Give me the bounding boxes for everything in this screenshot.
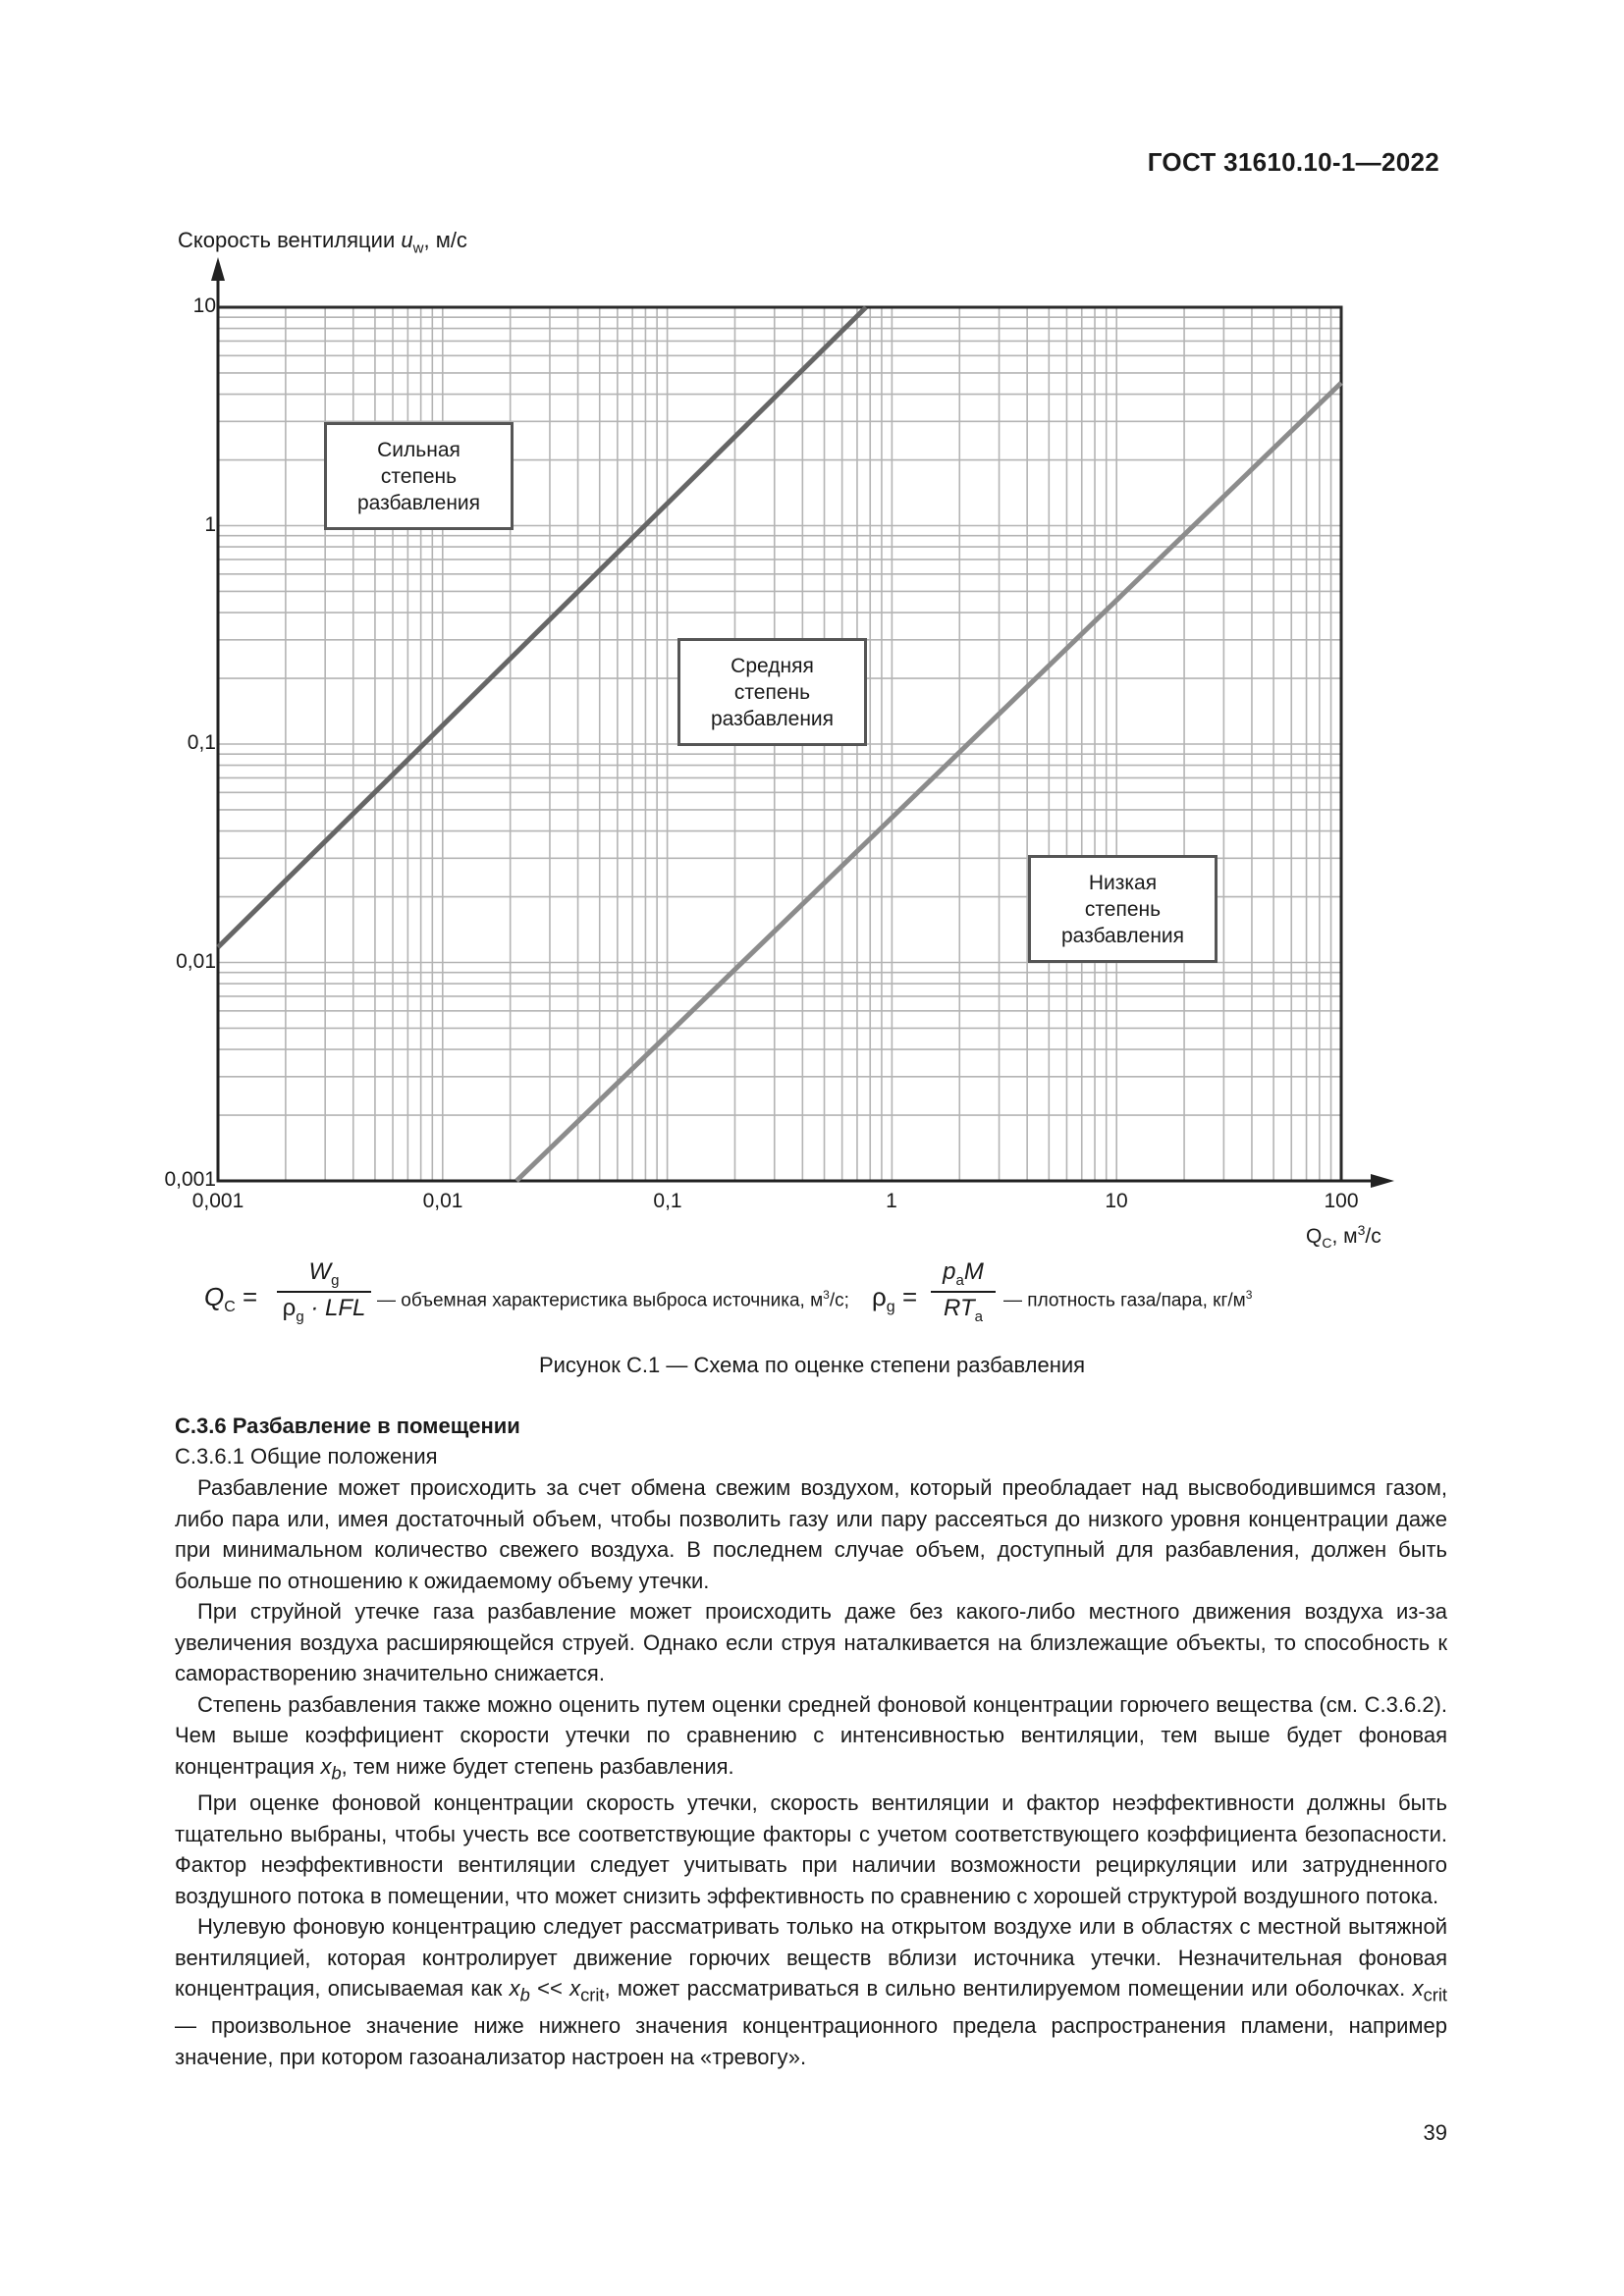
- rt-var: RT: [944, 1294, 975, 1321]
- xcrit-var: x: [1412, 1976, 1424, 2002]
- region-label-line: степень: [380, 464, 458, 488]
- xb-var: x: [509, 1976, 520, 2002]
- region-label-line: разбавления: [1060, 924, 1185, 947]
- x-tick-0-1: 0,1: [653, 1190, 682, 1212]
- rho-desc-text: — плотность газа/пара, кг/м: [1003, 1290, 1246, 1311]
- y-axis-arrowhead-icon: [211, 257, 225, 281]
- paragraph-2: При струйной утечке газа разбавление может происходить даже без какого-либо местного движения воздуха из-за увеличения воздуха расширяющейся струей. Однако если струя наталкивается на близлежащие объекты, то способность к саморастворению значительно снижается.: [175, 1599, 1447, 1685]
- fraction-bar: [931, 1291, 996, 1293]
- equals-sign: =: [243, 1282, 258, 1311]
- p3-text-b: , тем ниже будет степень разбавления.: [341, 1753, 734, 1779]
- qc-num-var: W: [308, 1258, 332, 1285]
- x-axis-unit: , м: [1331, 1225, 1358, 1248]
- rho-description: [1003, 1288, 1252, 1311]
- region-label-line: Сильная: [377, 438, 460, 461]
- rho-symbol: ρ: [282, 1294, 297, 1321]
- xb-sub: b: [519, 1984, 530, 2005]
- m-var: M: [963, 1258, 984, 1285]
- qc-desc-text: — объемная характеристика выброса источника, м: [377, 1290, 824, 1311]
- pa-sub: a: [955, 1271, 964, 1289]
- region-label-line: степень: [733, 680, 811, 704]
- body-text: [175, 1472, 1447, 2072]
- y-axis-var: u: [401, 228, 413, 252]
- p3-text-a: Степень разбавления также можно оценить путем оценки средней фоновой концентрации горючего вещества (см. С.3.6.2). Чем выше коэффициент скорости утечки по сравнению с интенсивностью вентиляции, тем выше будет фоновая концентрация: [175, 1691, 1447, 1779]
- qc-fraction: [277, 1258, 371, 1325]
- qc-description: [377, 1288, 849, 1311]
- y-tick-0-01: 0,01: [176, 950, 216, 973]
- y-tick-1: 1: [204, 513, 216, 536]
- x-tick-0-01: 0,01: [422, 1190, 463, 1212]
- pa-var: p: [943, 1258, 956, 1285]
- qc-numerator: [277, 1258, 371, 1289]
- x-axis-var: Q: [1306, 1225, 1323, 1248]
- rho-fraction: [931, 1258, 996, 1325]
- p5-text-b: , может рассматриваться в сильно вентилируемом помещении или оболочках.: [604, 1976, 1413, 2002]
- fraction-bar: [277, 1291, 371, 1293]
- x-tick-100: 100: [1324, 1190, 1359, 1212]
- page-number: 39: [1423, 2120, 1447, 2145]
- document-header: ГОСТ 31610.10-1—2022: [1147, 147, 1439, 177]
- paragraph-4: При оценке фоновой концентрации скорость утечки, скорость вентиляции и фактор неэффективности должны быть тщательно выбраны, чтобы учесть все соответствующие факторы с учетом соответствующего коэффициента безопасности. Фактор неэффективности вентиляции следует учитывать при наличии возможности рециркуляции или затрудненного воздушного потока в помещении, что может снизить эффективность по сравнению с хорошей структурой воздушного потока.: [175, 1790, 1447, 1908]
- much-less-op: <<: [529, 1976, 570, 2002]
- boundary-line-strong-medium: [218, 307, 866, 947]
- figure-caption: Рисунок С.1 — Схема по оценке степени разбавления: [538, 1353, 1086, 1377]
- xb-var: x: [320, 1753, 332, 1779]
- qc-lhs: [204, 1282, 257, 1316]
- p5-text-a: Нулевую фоновую концентрацию следует рассматривать только на открытом воздухе или в областях с местной вытяжной вентиляцией, которая контролирует движение горючих веществ вблизи источника утечки. Незначительная фоновая концентрация, описываемая как: [175, 1914, 1447, 2002]
- y-tick-10: 10: [192, 294, 216, 317]
- region-label-line: разбавления: [710, 707, 835, 730]
- rho-sub: g: [296, 1308, 304, 1325]
- rho-numerator: [931, 1258, 996, 1289]
- rt-sub: a: [974, 1308, 983, 1325]
- p5-text-c: — произвольное значение ниже нижнего значения концентрационного предела распространения пламени, например значение, при котором газоанализатор настроен на «тревогу».: [175, 2013, 1447, 2069]
- rho-var: ρ: [872, 1282, 887, 1311]
- qc-var: Q: [204, 1282, 225, 1311]
- x-axis-unit-sup: 3: [1357, 1222, 1366, 1238]
- paragraph-3: [175, 1689, 1447, 1789]
- x-tick-10: 10: [1105, 1190, 1128, 1212]
- rho-denominator: [931, 1295, 996, 1325]
- xcrit-var: x: [569, 1976, 581, 2002]
- qc-num-sub: g: [331, 1271, 340, 1289]
- y-tick-0-001: 0,001: [164, 1168, 216, 1191]
- boundary-line-medium-low: [516, 383, 1341, 1181]
- x-axis-var-sub: C: [1322, 1235, 1332, 1252]
- region-label-medium-dilution: [677, 638, 867, 746]
- qc-desc-sup: 3: [823, 1288, 830, 1302]
- rho-desc-sup: 3: [1245, 1288, 1253, 1302]
- xcrit-sub: crit: [1423, 1984, 1447, 2005]
- xcrit-sub: crit: [580, 1984, 605, 2005]
- x-axis-arrowhead-icon: [1371, 1174, 1394, 1188]
- region-label-strong-dilution: [324, 422, 514, 530]
- paragraph-5: [175, 1911, 1447, 2072]
- section-title: С.3.6 Разбавление в помещении: [175, 1414, 520, 1438]
- y-tick-0-1: 0,1: [187, 731, 216, 754]
- formula-line: [204, 1258, 1422, 1337]
- x-tick-0-001: 0,001: [191, 1190, 244, 1212]
- paragraph-1: Разбавление может происходить за счет обмена свежим воздухом, который преобладает над высвободившимся газом, либо пара или, имея достаточный объем, чтобы позволить газу или пару рассеяться до низкого уровня концентрации даже при минимальном количество свежего воздуха. В последнем случае объем, доступный для разбавления, должен быть больше по отношению к ожидаемому объему утечки.: [175, 1475, 1447, 1593]
- lfl-term: · LFL: [303, 1294, 366, 1321]
- qc-desc-tail: /с;: [829, 1290, 849, 1311]
- rho-lhs: [872, 1282, 917, 1316]
- equals-sign: =: [901, 1282, 918, 1311]
- y-axis-unit: , м/с: [423, 228, 467, 252]
- x-tick-1: 1: [886, 1190, 897, 1212]
- y-axis-var-sub: w: [412, 240, 424, 257]
- region-label-line: степень: [1084, 897, 1162, 921]
- subsection-title: С.3.6.1 Общие положения: [175, 1444, 438, 1468]
- x-axis-unit-tail: /с: [1365, 1225, 1381, 1248]
- xb-sub: b: [331, 1761, 342, 1783]
- qc-sub: C: [224, 1299, 236, 1316]
- qc-denominator: [277, 1295, 371, 1325]
- region-label-line: Низкая: [1088, 871, 1158, 894]
- y-axis-label-text: Скорость вентиляции: [178, 228, 396, 252]
- region-label-low-dilution: [1028, 855, 1218, 963]
- rho-lhs-sub: g: [886, 1299, 895, 1316]
- region-label-line: Средняя: [731, 654, 814, 677]
- region-label-line: разбавления: [356, 491, 481, 514]
- x-axis-label: [1306, 1222, 1381, 1251]
